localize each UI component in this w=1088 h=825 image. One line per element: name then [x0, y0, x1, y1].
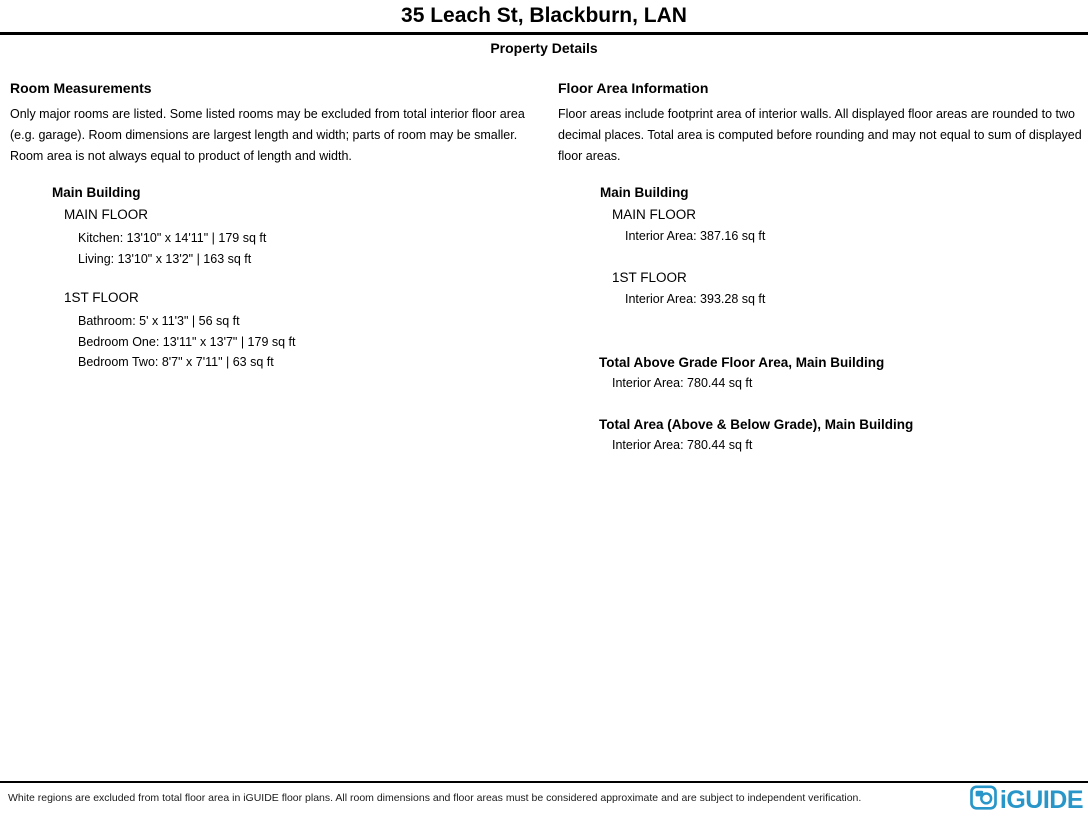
room-measurements-section: [10, 81, 534, 373]
room-line: Bedroom Two: 8'7" x 7'11" | 63 sq ft: [78, 355, 274, 369]
room-line: Bedroom One: 13'11" x 13'7" | 179 sq ft: [78, 334, 296, 349]
interior-area-line: Interior Area: 387.16 sq ft: [625, 229, 766, 243]
room-measurements-building: [52, 186, 534, 373]
page-title: 35 Leach St, Blackburn, LAN: [401, 4, 687, 27]
floor-block-main-floor: [612, 207, 1082, 244]
total-interior-area: Interior Area: 780.44 sq ft: [612, 376, 753, 390]
section-subtitle: Property Details: [490, 40, 598, 56]
total-above-below-grade-block: [599, 417, 1082, 453]
total-heading: Total Above Grade Floor Area, Main Building: [599, 355, 885, 370]
floor-block-1st-floor: [612, 270, 1082, 307]
floor-area-description: Floor areas include footprint area of interior walls. All displayed floor areas are rounded to two decimal places. Total area is computed before rounding and may not equal to sum of displayed floor areas.: [558, 107, 1082, 163]
total-interior-area: Interior Area: 780.44 sq ft: [612, 438, 753, 452]
building-name: Main Building: [600, 185, 689, 200]
floor-name: MAIN FLOOR: [612, 207, 697, 222]
building-name: Main Building: [52, 185, 141, 200]
floor-block-main-floor: [64, 207, 534, 269]
header-divider: [0, 32, 1088, 35]
room-line: Living: 13'10" x 13'2" | 163 sq ft: [78, 251, 252, 266]
floor-name: 1ST FLOOR: [64, 290, 139, 305]
room-list: [78, 228, 534, 269]
iguide-logo-text: iGUIDE: [999, 785, 1083, 814]
room-measurements-heading: Room Measurements: [10, 80, 152, 96]
total-above-grade-block: [599, 355, 1082, 391]
floor-area-information-section: [558, 81, 1082, 453]
floor-name: MAIN FLOOR: [64, 207, 149, 222]
footer-divider: [0, 781, 1088, 783]
iguide-logo: [970, 785, 1083, 815]
interior-area-line: Interior Area: 393.28 sq ft: [625, 292, 766, 306]
room-line: Kitchen: 13'10" x 14'11" | 179 sq ft: [78, 231, 267, 245]
floor-name: 1ST FLOOR: [612, 270, 687, 285]
floor-area-building: [600, 186, 1082, 307]
room-list: [78, 311, 534, 373]
footer-disclaimer: White regions are excluded from total floor area in iGUIDE floor plans. All room dimensions and floor areas must be considered approximate and are subject to independent verification.: [8, 792, 862, 804]
room-measurements-description: Only major rooms are listed. Some listed rooms may be excluded from total interior floor area (e.g. garage). Room dimensions are largest length and width; parts of room may be smaller. Room area is not always equal to product of length and width.: [10, 107, 525, 163]
floor-area-heading: Floor Area Information: [558, 80, 709, 96]
iguide-camera-icon: [970, 785, 997, 815]
room-line: Bathroom: 5' x 11'3" | 56 sq ft: [78, 314, 240, 328]
floor-block-1st-floor: [64, 290, 534, 373]
total-heading: Total Area (Above & Below Grade), Main Building: [599, 417, 914, 432]
